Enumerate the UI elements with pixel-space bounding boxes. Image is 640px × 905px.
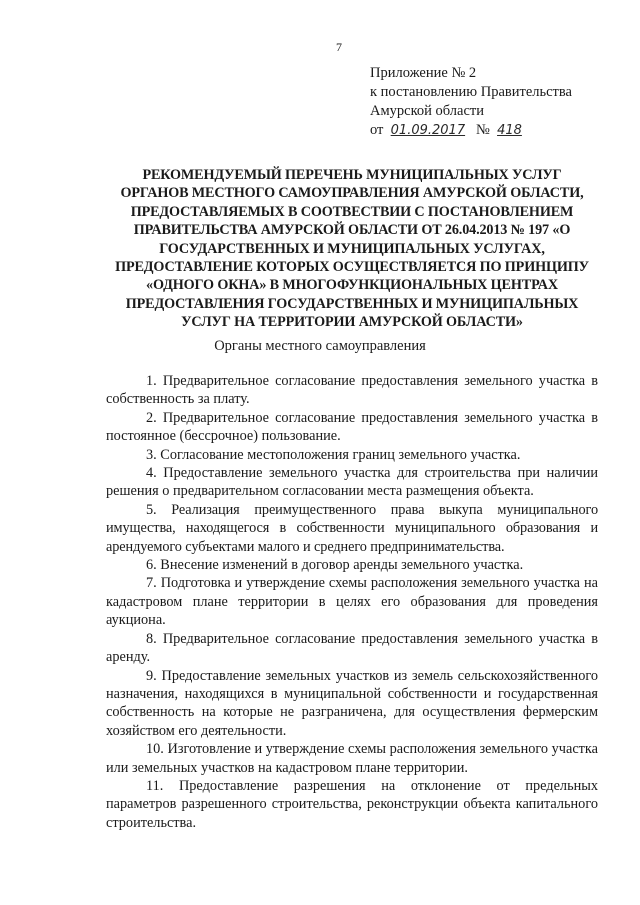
list-item: 7. Подготовка и утверждение схемы расположения земельного участка на кадастровом плане территории в целях его образования для проведения аукциона.: [106, 575, 598, 629]
appendix-title: Приложение № 2: [370, 65, 477, 81]
date-prefix: от: [370, 122, 384, 138]
title-line: УСЛУГ НА ТЕРРИТОРИИ АМУРСКОЙ ОБЛАСТИ»: [181, 314, 523, 331]
appendix-resolution: к постановлению Правительства: [370, 84, 572, 100]
page-number: 7: [336, 40, 342, 54]
list-item: 5. Реализация преимущественного права выкупа муниципального имущества, находящегося в собственности муниципального образования и арендуемого субъектами малого и среднего предпринимательства.: [106, 501, 598, 555]
title-line: ПРЕДОСТАВЛЕНИЕ КОТОРЫХ ОСУЩЕСТВЛЯЕТСЯ ПО ПРИНЦИПУ: [115, 259, 589, 276]
title-line: ГОСУДАРСТВЕННЫХ И МУНИЦИПАЛЬНЫХ УСЛУГАХ,: [159, 240, 545, 257]
title-line: ПРЕДОСТАВЛЕНИЯ ГОСУДАРСТВЕННЫХ И МУНИЦИПАЛЬНЫХ: [125, 295, 579, 312]
list-item: 1. Предварительное согласование предоставления земельного участка в собственность за плату.: [106, 373, 598, 408]
document-title: [96, 166, 608, 332]
appendix-date-line: [370, 121, 572, 140]
title-line: ОРГАНОВ МЕСТНОГО САМОУПРАВЛЕНИЯ АМУРСКОЙ ОБЛАСТИ,: [120, 185, 584, 202]
handwritten-date: 01.09.2017: [390, 123, 466, 138]
title-line: «ОДНОГО ОКНА» В МНОГОФУНКЦИОНАЛЬНЫХ ЦЕНТРАХ: [146, 277, 558, 294]
list-item: 6. Внесение изменений в договор аренды земельного участка.: [146, 557, 524, 574]
title-line: ПРАВИТЕЛЬСТВА АМУРСКОЙ ОБЛАСТИ ОТ 26.04.2013 № 197 «О: [133, 222, 571, 239]
list-item: 10. Изготовление и утверждение схемы расположения земельного участка или земельных участков на кадастровом плане территории.: [106, 741, 598, 776]
list-item: 9. Предоставление земельных участков из земель сельскохозяйственного назначения, находящихся в муниципальной собственности и государственная собственность на которые не разграничена, для осуществления фермерским хозяйством его деятельности.: [106, 667, 598, 739]
section-subheading: Органы местного самоуправления: [214, 338, 426, 354]
list-item: 11. Предоставление разрешения на отклонение от предельных параметров разрешенного строительства, реконструкции объекта капитального строительства.: [106, 777, 598, 831]
number-prefix: №: [475, 122, 490, 138]
list-item: 4. Предоставление земельного участка для строительства при наличии решения о предварительном согласовании места размещения объекта.: [106, 465, 598, 500]
list-item: 8. Предварительное согласование предоставления земельного участка в аренду.: [106, 630, 598, 666]
appendix-header: [370, 64, 572, 140]
list-item: 3. Согласование местоположения границ земельного участка.: [146, 446, 521, 463]
services-list: [106, 372, 598, 832]
handwritten-number: 418: [497, 123, 522, 138]
title-line: ПРЕДОСТАВЛЯЕМЫХ В СООТВЕСТВИИ С ПОСТАНОВЛЕНИЕМ: [130, 203, 574, 220]
title-line: РЕКОМЕНДУЕМЫЙ ПЕРЕЧЕНЬ МУНИЦИПАЛЬНЫХ УСЛУГ: [142, 167, 562, 183]
appendix-region: Амурской области: [370, 103, 484, 119]
list-item: 2. Предварительное согласование предоставления земельного участка в постоянное (бессрочное) пользование.: [106, 409, 598, 445]
